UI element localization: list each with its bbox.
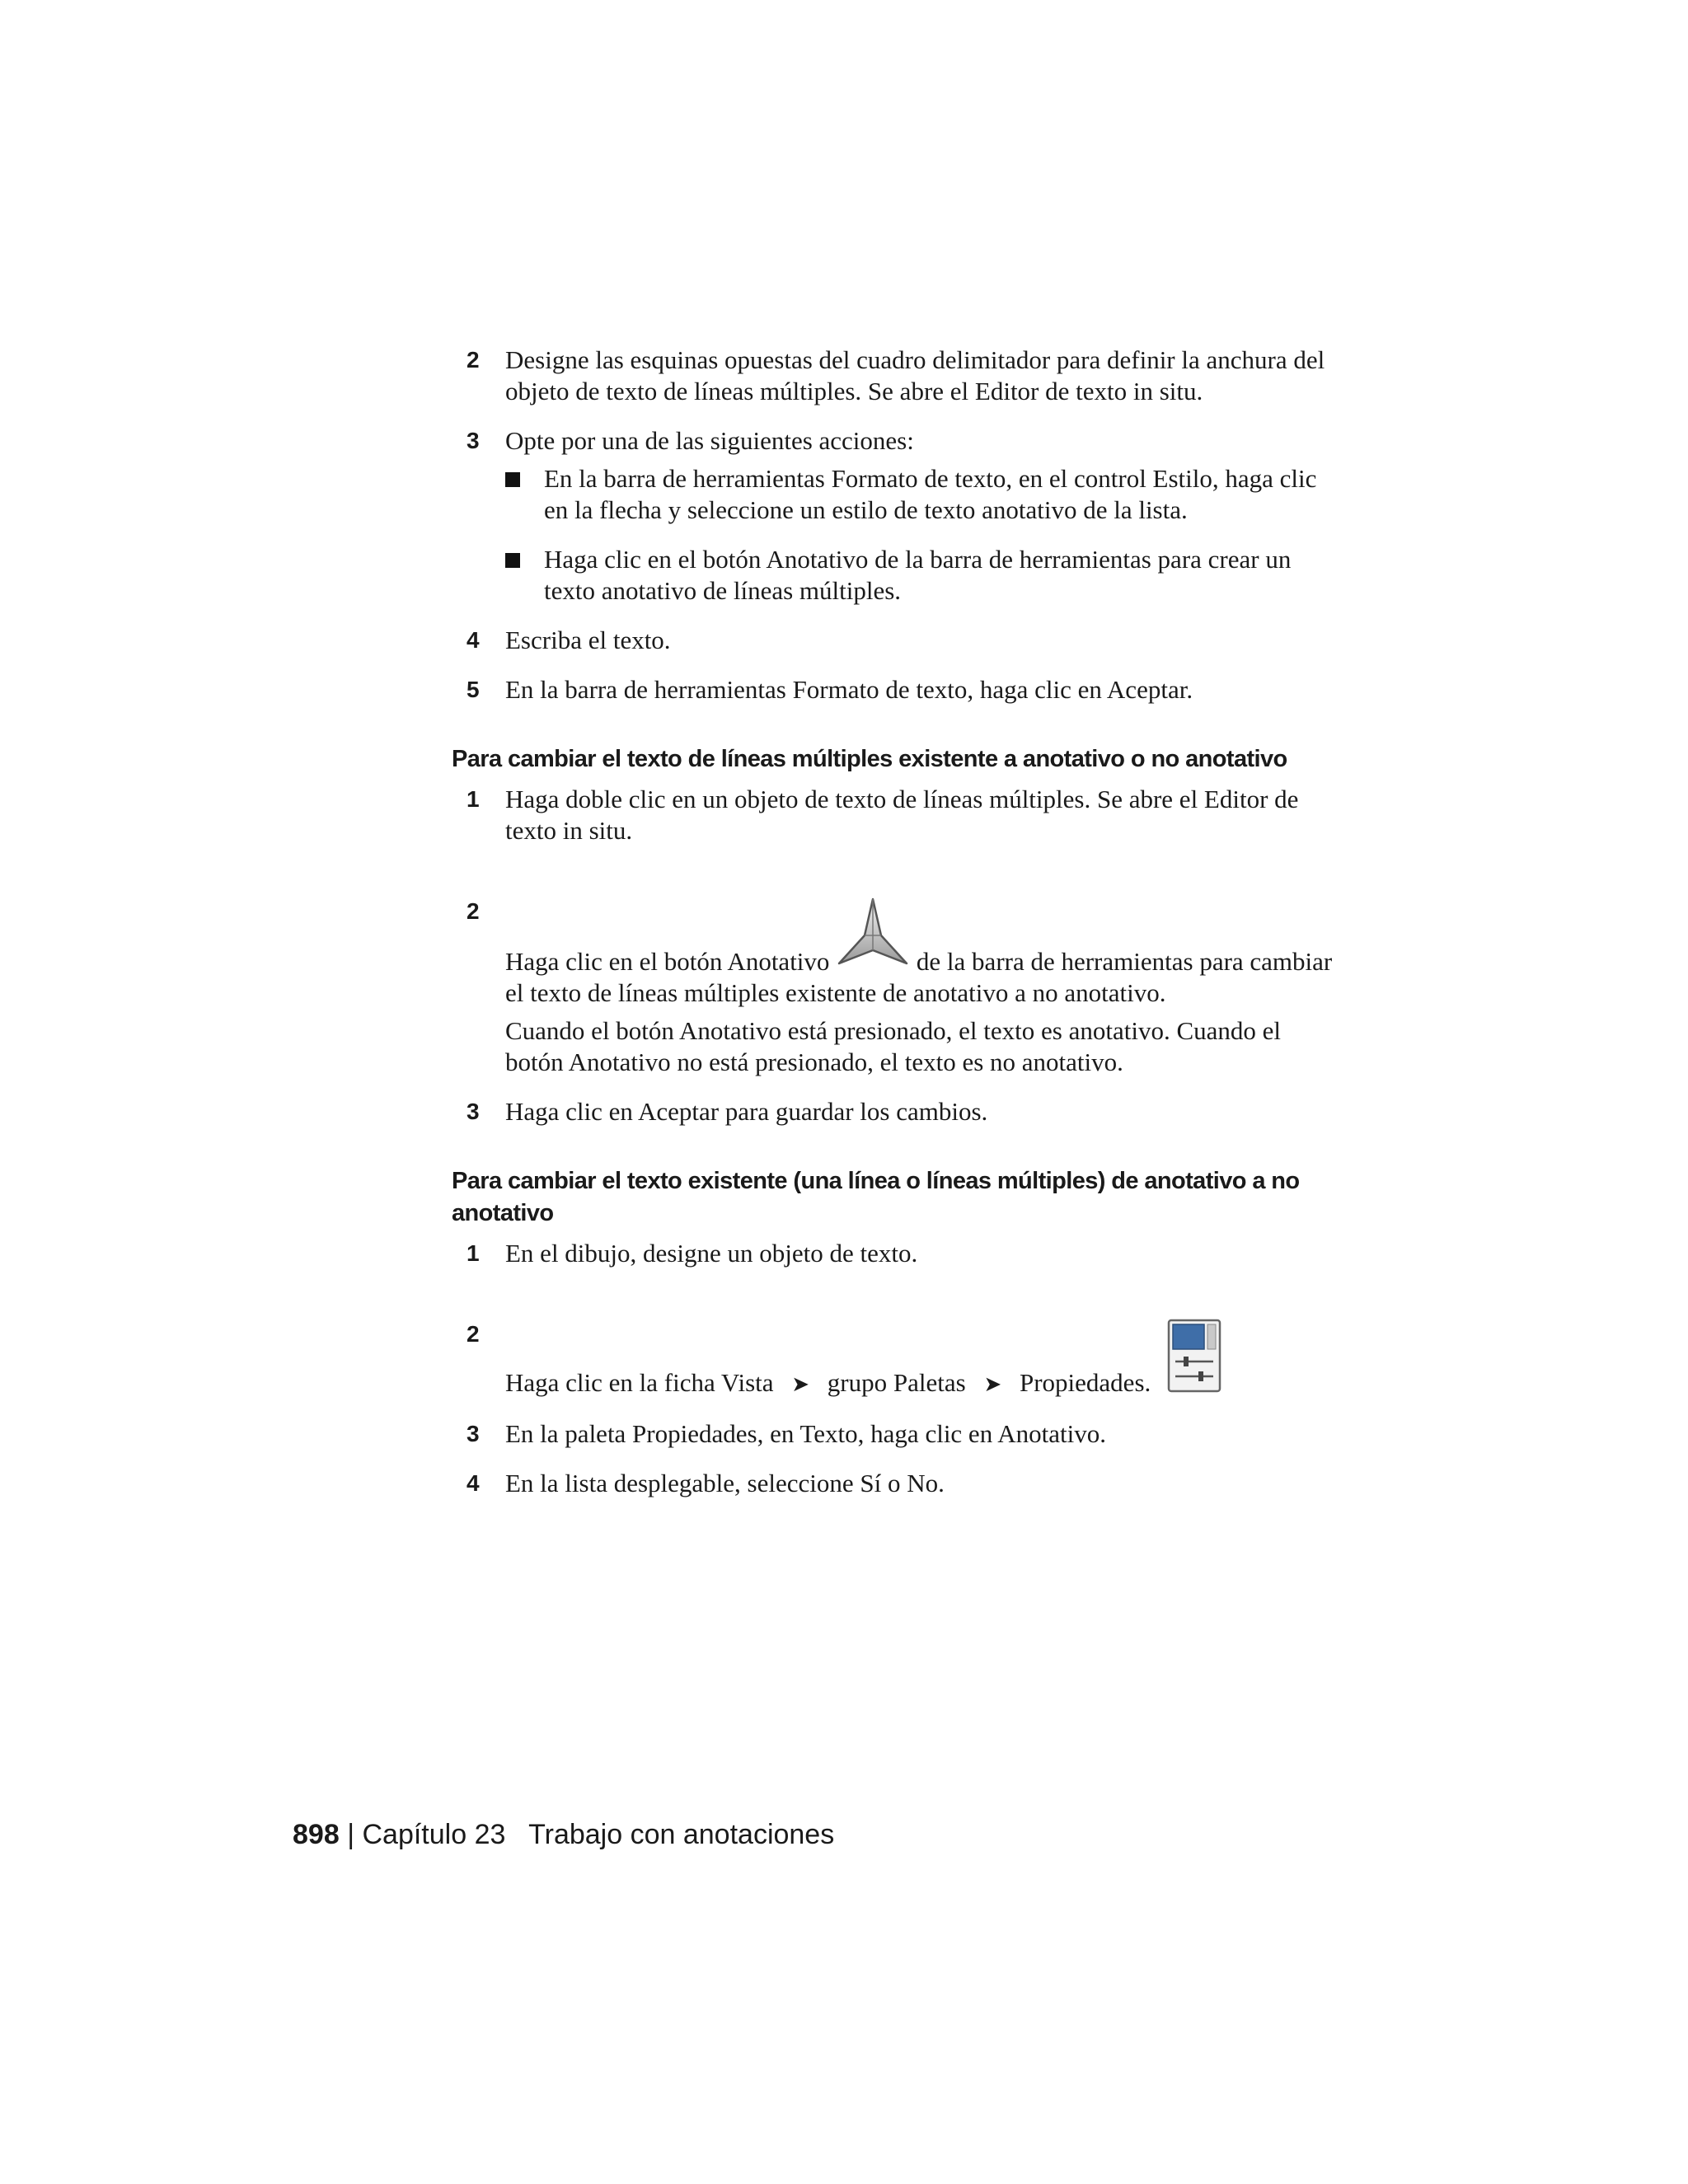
step-3	[452, 425, 1342, 607]
page-number: 898	[293, 1819, 340, 1850]
step-text: En el dibujo, designe un objeto de texto.	[505, 1239, 918, 1268]
bullet-text: Haga clic en el botón Anotativo de la barra de herramientas para crear un texto anotativo de líneas múltiples.	[544, 545, 1292, 605]
annotative-icon	[836, 896, 910, 977]
step-2	[452, 1319, 1342, 1400]
step-text-part2: grupo Paletas	[827, 1368, 966, 1397]
step-number: 4	[467, 1470, 480, 1496]
step-text-after: de la barra de herramientas para cambiar el texto de líneas múltiples existente de anotativo a no anotativo.	[505, 947, 1333, 1007]
footer-separator: |	[347, 1819, 355, 1850]
bullet-item	[505, 463, 1342, 526]
step-text-part3: Propiedades.	[1019, 1368, 1151, 1397]
step-text: Haga clic en Aceptar para guardar los cambios.	[505, 1097, 988, 1126]
section-heading: Para cambiar el texto existente (una línea o líneas múltiples) de anotativo a no anotativo	[452, 1168, 1300, 1226]
step-text: Haga doble clic en un objeto de texto de líneas múltiples. Se abre el Editor de texto in situ.	[505, 785, 1299, 845]
step-3	[452, 1096, 1342, 1127]
step-number: 3	[467, 1099, 480, 1124]
step-number: 2	[467, 898, 480, 924]
page-footer	[293, 1819, 834, 1851]
step-1	[452, 1238, 1342, 1269]
step-number: 3	[467, 428, 480, 453]
step-1	[452, 784, 1342, 846]
step-text: Escriba el texto.	[505, 626, 671, 654]
step-4	[452, 625, 1342, 656]
bullet-item	[505, 544, 1342, 607]
step-text: En la lista desplegable, seleccione Sí o No.	[505, 1469, 945, 1497]
step-text: En la paleta Propiedades, en Texto, haga clic en Anotativo.	[505, 1419, 1106, 1448]
square-bullet-icon	[505, 553, 520, 568]
arrow-right-icon: ➤	[983, 1372, 1002, 1397]
step-text: Opte por una de las siguientes acciones:	[505, 426, 914, 455]
step-number: 4	[467, 627, 480, 653]
square-bullet-icon	[505, 472, 520, 487]
step-number: 1	[467, 786, 480, 812]
step-2	[452, 896, 1342, 1078]
step-text-before: Haga clic en el botón Anotativo	[505, 947, 830, 976]
step-note: Cuando el botón Anotativo está presionado, el texto es anotativo. Cuando el botón Anotativo no está presionado, el texto es no anotativo.	[505, 1016, 1282, 1076]
step-3	[452, 1418, 1342, 1450]
step-number: 3	[467, 1421, 480, 1446]
step-text: Designe las esquinas opuestas del cuadro delimitador para definir la anchura del objeto de texto de líneas múltiples. Se abre el Editor de texto in situ.	[505, 345, 1325, 405]
step-number: 5	[467, 677, 480, 702]
step-2	[452, 344, 1342, 407]
step-text-part1: Haga clic en la ficha Vista	[505, 1368, 774, 1397]
properties-palette-icon	[1167, 1319, 1221, 1400]
step-number: 1	[467, 1240, 480, 1266]
step-number: 2	[467, 347, 480, 373]
arrow-right-icon: ➤	[791, 1372, 810, 1397]
bullet-text: En la barra de herramientas Formato de texto, en el control Estilo, haga clic en la flecha y seleccione un estilo de texto anotativo de la lista.	[544, 464, 1317, 524]
step-4	[452, 1468, 1342, 1499]
step-number: 2	[467, 1321, 480, 1347]
chapter-title: Trabajo con anotaciones	[528, 1819, 835, 1850]
step-5	[452, 674, 1342, 705]
chapter-label: Capítulo 23	[362, 1819, 506, 1850]
page-content	[452, 344, 1342, 1517]
step-text: En la barra de herramientas Formato de texto, haga clic en Aceptar.	[505, 675, 1193, 704]
section-heading: Para cambiar el texto de líneas múltiples existente a anotativo o no anotativo	[452, 746, 1287, 772]
